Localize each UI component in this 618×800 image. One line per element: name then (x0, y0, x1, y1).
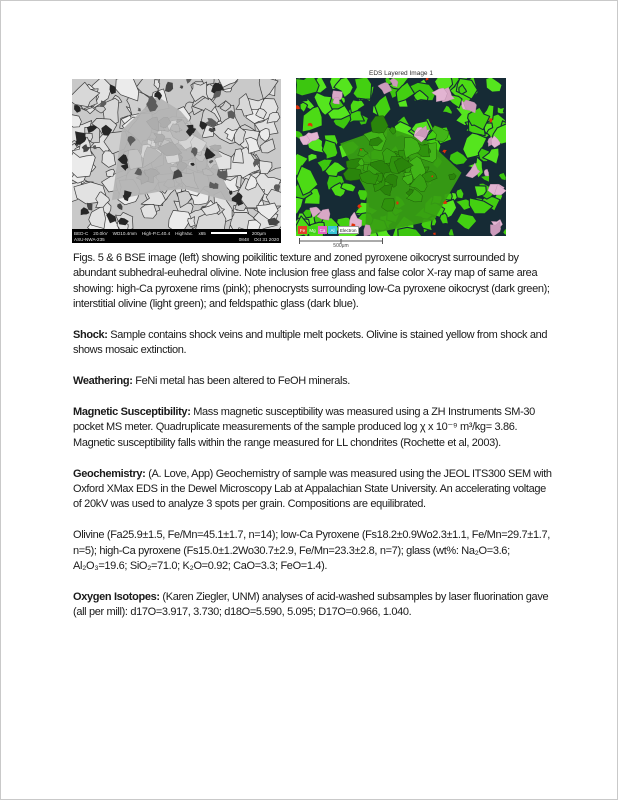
sem-scalebar (211, 232, 247, 235)
eds-title: EDS Layered Image 1 (369, 70, 433, 77)
magnetic-susceptibility: Magnetic Susceptibility: Mass magnetic susceptibility was measured using a ZH Instruments SM-30 pocket MS meter. Quadruplicate measurements of the sample produced log χ x 10⁻⁹ m³/kg= 3.86. Magnetic susceptibility falls within the range measured for LL chondrites (Rochette et al, 2003). (73, 406, 535, 449)
geochemistry: Geochemistry: (A. Love, App) Geochemistry of sample was measured using the JEOL ITS300 SEM with Oxford XMax EDS in the Dewel Microscopy Lab at Appalachian State University. An accelerating voltage of 20kV was used to analyze 3 spots per grain. Compositions are equilibrated. (73, 467, 552, 511)
eds-figure (296, 70, 506, 252)
legend-swatch-ca: Ca (319, 227, 326, 233)
sem-vacuum: HighVac. (175, 230, 194, 236)
mineral-compositions: Olivine (Fa25.9±1.5, Fe/Mn=45.1±1.7, n=14); low-Ca Pyroxene (Fs18.2±0.9Wo2.3±1.1, Fe/Mn=29.7±1.7, n=5); high-Ca pyroxene (Fs15.0±1.2Wo30.7±2.9, Fe/Mn=23.3±2.8, n=7); glass (wt%: Na₂O=3.6; Al₂O₃=19.6; SiO₂=71.0; K₂O=0.92; CaO=3.3; FeO=1.4). (73, 529, 550, 573)
body-text (73, 251, 555, 636)
legend-swatch-al: Al (328, 226, 337, 234)
bse-image (72, 79, 281, 229)
sem-voltage: 20.0kV (93, 230, 108, 236)
sem-time: 0848 (238, 236, 249, 242)
legend-swatch-mg: Mg (309, 227, 316, 233)
sem-sample-id: ASU-NWA-235 (74, 236, 105, 242)
eds-legend (298, 226, 359, 234)
eds-scale-label: 500μm (333, 243, 349, 249)
legend-swatch-fe: Fe (299, 227, 306, 233)
shock: Shock: Sample contains shock veins and multiple melt pockets. Olivine is stained yellow from shock and shows mosaic extinction. (73, 329, 548, 357)
sem-probe: High-P.C.40.4 (141, 230, 171, 236)
oxygen-isotopes: Oxygen Isotopes: (Karen Ziegler, UNM) analyses of acid-washed subsamples by laser fluorination gave (all per mill): d17O=3.917, 3.730; d18O=5.590, 5.095; D17O=0.966, 1.040. (73, 590, 549, 619)
eds-map-image (296, 78, 506, 236)
bse-figure (72, 79, 281, 243)
sem-detector: BED-C (74, 230, 89, 236)
legend-swatch-electron: Electron (340, 227, 357, 233)
sem-magnification: x65 (198, 230, 206, 236)
weathering: Weathering: FeNi metal has been altered to FeOH minerals. (73, 375, 350, 388)
sem-date: Oct 31 2020 (253, 236, 279, 242)
sem-info-bar (72, 229, 281, 243)
eds-scale-area (296, 236, 506, 252)
sem-working-distance: WD10.4mm (112, 230, 137, 236)
sem-scale-label: 200μm (251, 230, 266, 236)
figure-caption: Figs. 5 & 6 BSE image (left) showing poikilitic texture and zoned pyroxene oikocryst surrounded by abundant subhedral-euhedral olivine. Note inclusion free glass and false color X-ray map of same area showing: high-Ca pyroxene rims (pink); phenocrysts surrounding low-Ca pyroxene oikocryst (dark green); interstitial olivine (light green); and feldspathic glass (dark blue). (73, 252, 550, 311)
